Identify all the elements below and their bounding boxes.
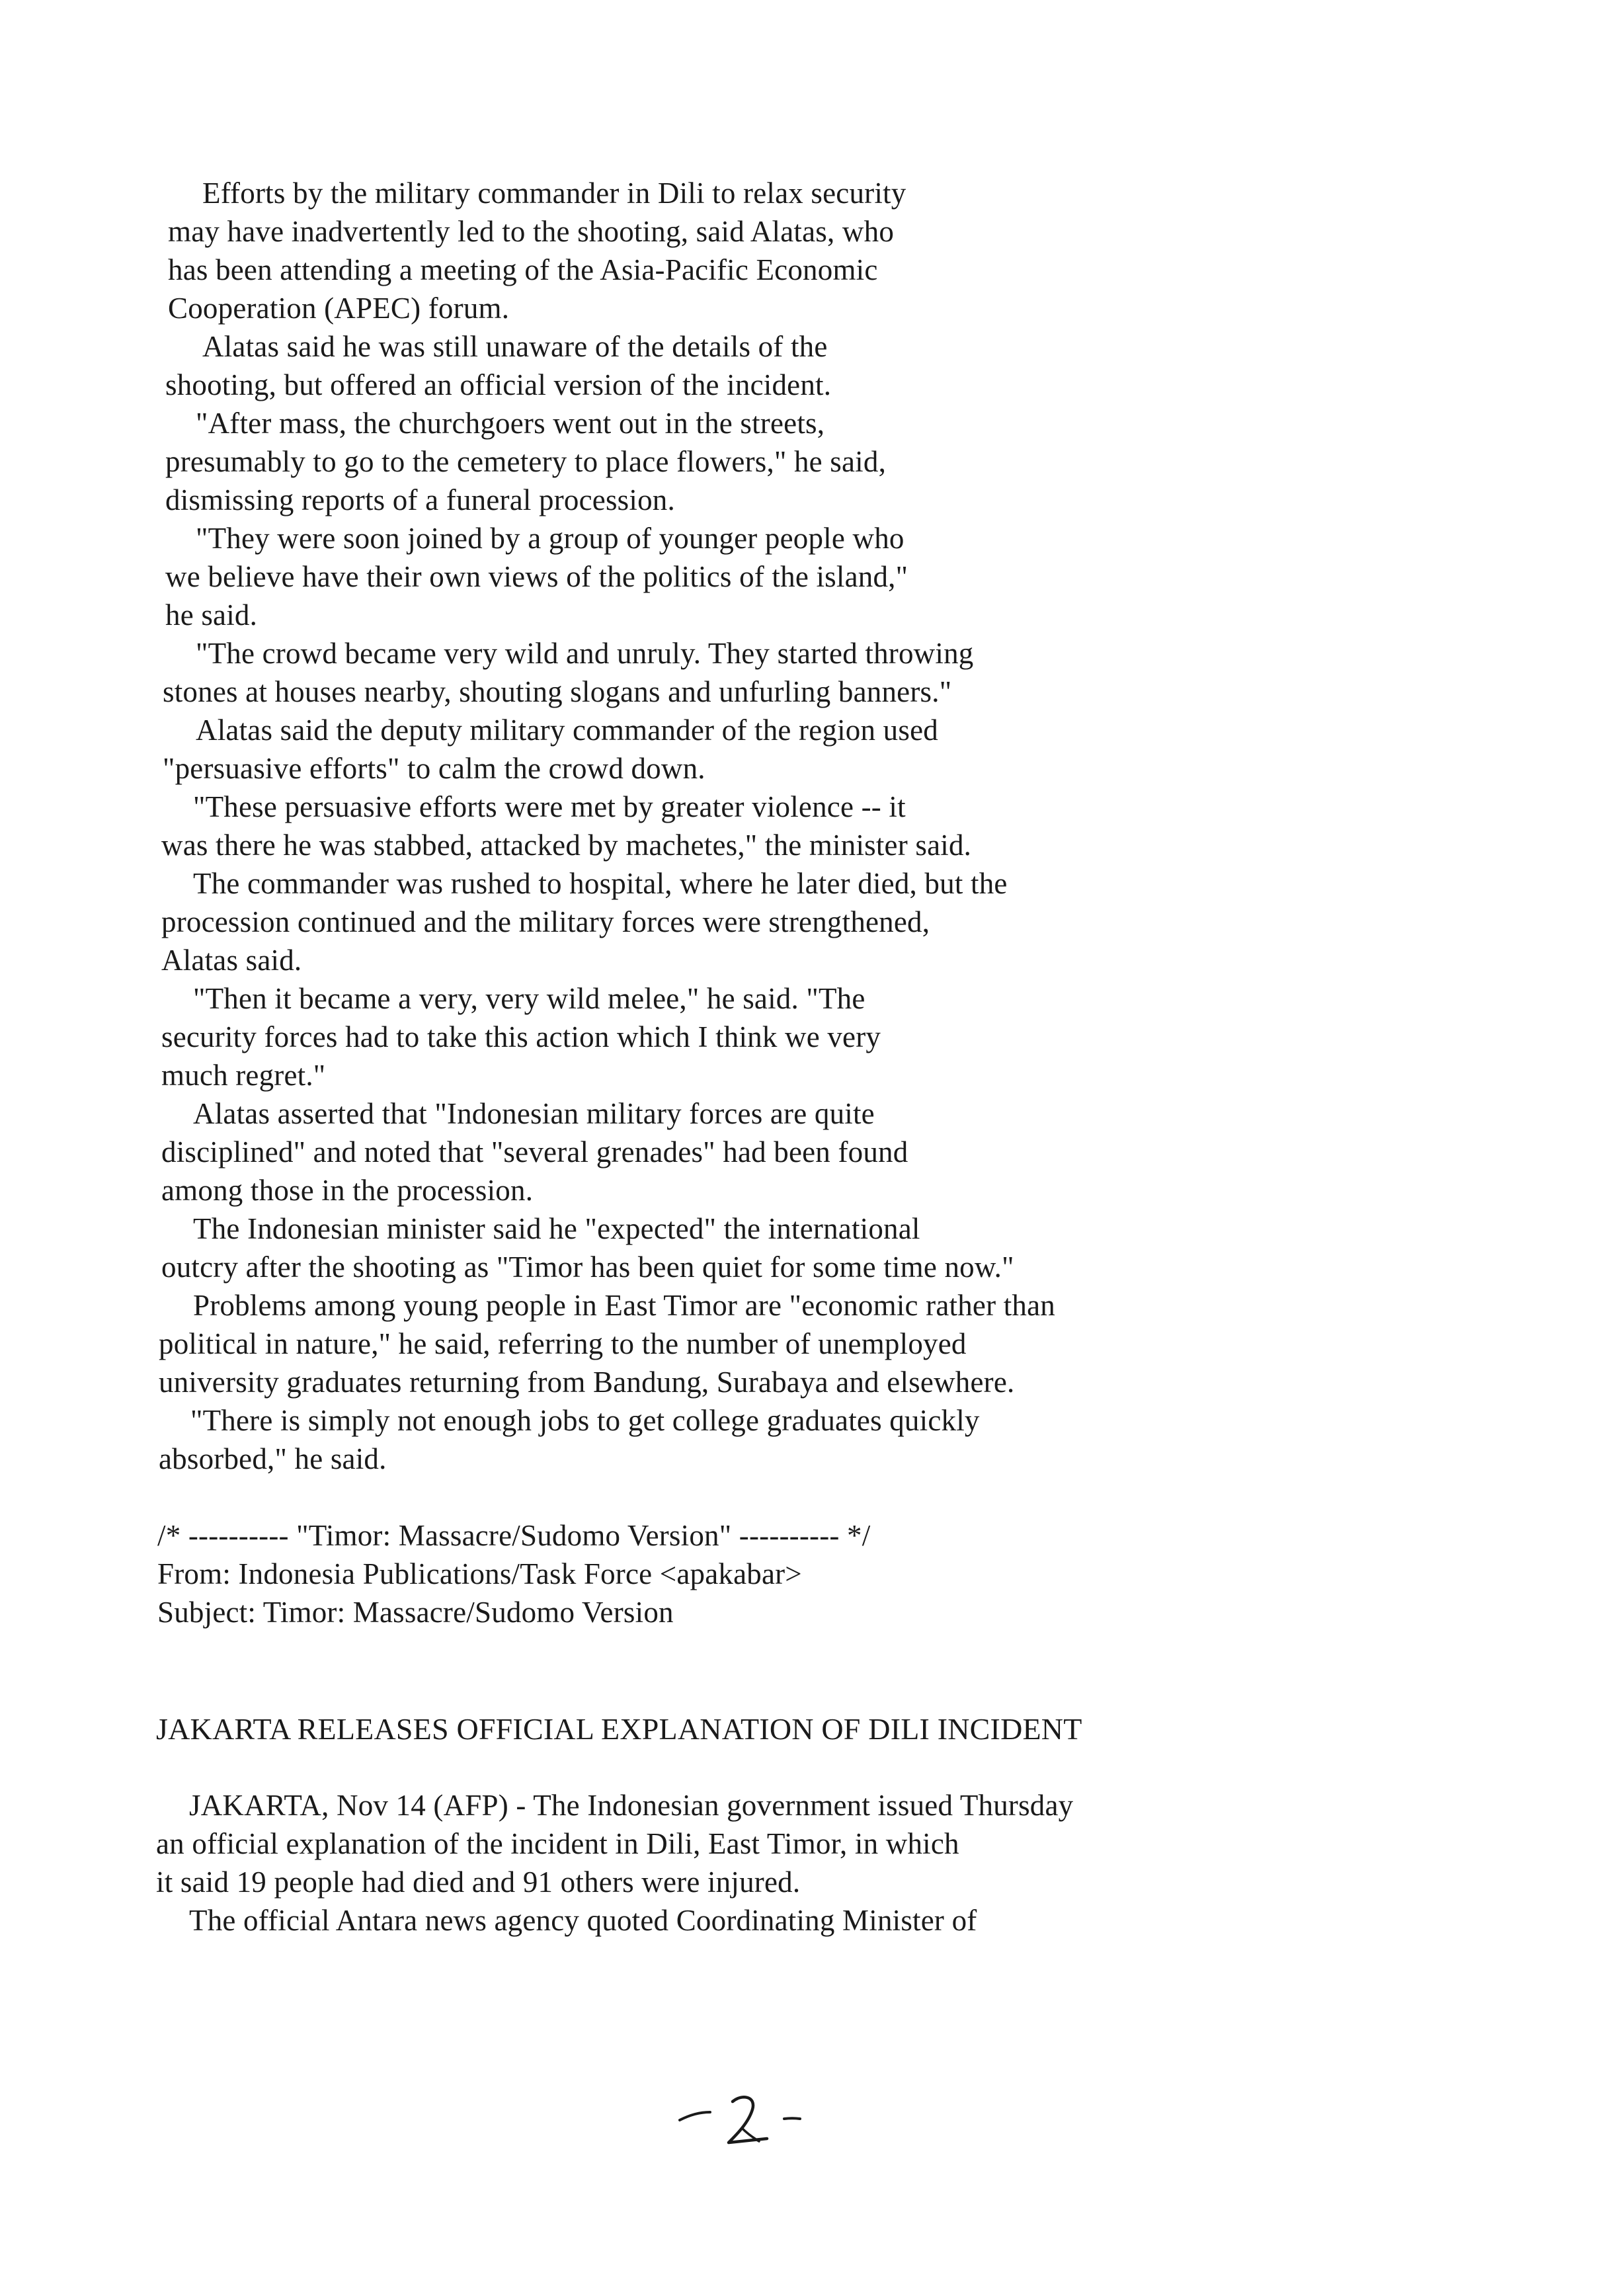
text-line: among those in the procession. xyxy=(161,1174,534,1207)
text-line: security forces had to take this action which I think we very xyxy=(161,1020,881,1053)
text-line: disciplined" and noted that "several grenades" had been found xyxy=(161,1135,908,1168)
text-line: "There is simply not enough jobs to get college graduates quickly xyxy=(190,1404,980,1437)
text-line: may have inadvertently led to the shooting, said Alatas, who xyxy=(168,215,895,248)
text-line: presumably to go to the cemetery to place flowers," he said, xyxy=(165,445,887,478)
text-line: political in nature," he said, referring to the number of unemployed xyxy=(159,1327,967,1360)
section-separator: /* ---------- "Timor: Massacre/Sudomo Version" ---------- */ xyxy=(157,1519,871,1552)
text-line: Problems among young people in East Timor are "economic rather than xyxy=(193,1289,1056,1322)
text-line: procession continued and the military forces were strengthened, xyxy=(161,905,930,938)
text-line: The Indonesian minister said he "expected" the international xyxy=(193,1212,920,1245)
text-line: absorbed," he said. xyxy=(159,1442,387,1475)
text-line: "After mass, the churchgoers went out in the streets, xyxy=(196,407,825,440)
handwritten-page-number xyxy=(668,2082,813,2154)
text-line: Cooperation (APEC) forum. xyxy=(168,292,510,325)
text-line: dismissing reports of a funeral procession. xyxy=(165,483,675,516)
text-line: shooting, but offered an official version of the incident. xyxy=(165,368,832,401)
message-from: From: Indonesia Publications/Task Force <apakabar> xyxy=(157,1557,802,1590)
text-line: an official explanation of the incident in Dili, East Timor, in which xyxy=(156,1827,959,1860)
text-line: outcry after the shooting as "Timor has been quiet for some time now." xyxy=(161,1250,1014,1284)
text-line: "They were soon joined by a group of younger people who xyxy=(196,522,904,555)
text-line: we believe have their own views of the politics of the island," xyxy=(165,560,908,593)
text-line: Alatas asserted that "Indonesian military forces are quite xyxy=(193,1097,875,1130)
text-line: JAKARTA, Nov 14 (AFP) - The Indonesian government issued Thursday xyxy=(189,1789,1074,1822)
text-line: university graduates returning from Bandung, Surabaya and elsewhere. xyxy=(159,1366,1015,1399)
text-line: Alatas said. xyxy=(161,944,302,977)
text-line: "Then it became a very, very wild melee," he said. "The xyxy=(193,982,865,1015)
message-subject: Subject: Timor: Massacre/Sudomo Version xyxy=(157,1596,674,1629)
text-line: Alatas said he was still unaware of the details of the xyxy=(202,330,828,363)
text-line: it said 19 people had died and 91 others were injured. xyxy=(156,1866,801,1899)
text-line: Efforts by the military commander in Dili to relax security xyxy=(202,177,906,210)
text-line: "These persuasive efforts were met by greater violence -- it xyxy=(193,790,906,823)
text-line: much regret." xyxy=(161,1059,326,1092)
article-headline: JAKARTA RELEASES OFFICIAL EXPLANATION OF DILI INCIDENT xyxy=(156,1712,1082,1746)
text-line: The official Antara news agency quoted Coordinating Minister of xyxy=(189,1904,977,1937)
text-line: was there he was stabbed, attacked by machetes," the minister said. xyxy=(161,829,972,862)
text-line: "persuasive efforts" to calm the crowd down. xyxy=(163,752,705,785)
text-line: stones at houses nearby, shouting slogans and unfurling banners." xyxy=(163,675,952,708)
text-line: has been attending a meeting of the Asia-Pacific Economic xyxy=(168,253,878,286)
text-line: "The crowd became very wild and unruly. They started throwing xyxy=(196,637,974,670)
text-line: he said. xyxy=(165,598,258,632)
text-line: Alatas said the deputy military commander of the region used xyxy=(196,714,938,747)
text-line: The commander was rushed to hospital, where he later died, but the xyxy=(193,867,1008,900)
